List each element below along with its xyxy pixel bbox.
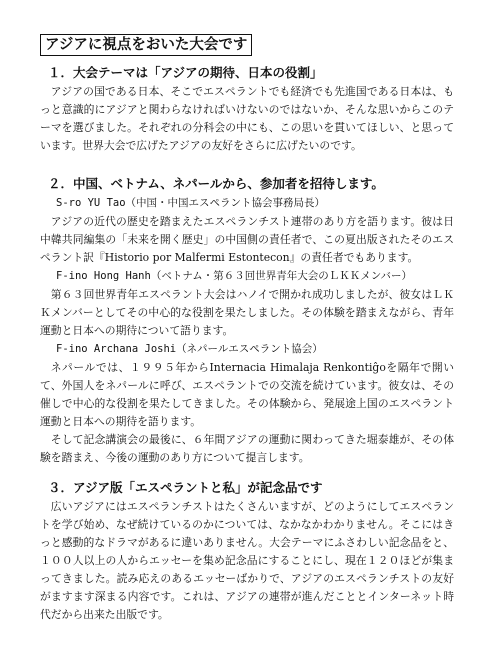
guest-description: 第６３回世界青年エスペラント大会はハノイで開かれ成功しましたが、彼女はＬＫＫメンバーとしてその中心的な役割を果たしました。その体験を踏まえながら、青年運動と日本への期待について語ります。 (40, 288, 454, 337)
guest-description: ネパールでは、１９９５年からInternacia Himalaja Renkontiĝoを隔年で開いて、外国人をネパールに呼び、エスペラントでの交流を続けています。彼女は、その催しで中心的な役割を果たしてきました。その体験から、発展途上国のエスペラント運動と日本への期待を語ります。 (40, 361, 454, 428)
section-heading: １．大会テーマは「アジアの期待、日本の役割」 (48, 65, 323, 80)
paragraph: アジアの国である日本、そこでエスペラントでも経済でも先進国である日本は、もっと意識的にアジアと関わらなければいけないのではないか、そんな思いからこのテーマを選びました。それぞれの分科会の中にも、この思いを貫いてほしい、と思っています。世界大会で広げたアジアの友好をさらに広げたいのです。 (40, 85, 454, 152)
section-theme (40, 64, 454, 155)
section-guests (40, 175, 454, 467)
guest-name: S-ro YU Tao（中国・中国エスペラント協会事務局長） (56, 197, 326, 209)
guest-description: アジアの近代の歴史を踏まえたエスペランチスト連帯のあり方を語ります。彼は日中韓共同編集の「未来を開く歴史」の中国側の責任者で、この夏出版されたそのエスペラント訳『Historio por Malfermi Estontecon』の責任者でもあります。 (40, 215, 454, 264)
section-heading: ２．中国、ベトナム、ネパールから、参加者を招待します。 (48, 176, 384, 191)
section-heading: ３．アジア版「エスペラントと私」が記念品です (48, 480, 323, 495)
page-title: アジアに視点をおいた大会です (40, 34, 252, 56)
section-souvenir (40, 479, 454, 624)
guest-name: F-ino Hong Hanh（ベトナム・第６３回世界青年大会のＬＫＫメンバー） (56, 270, 413, 282)
paragraph: 広いアジアにはエスペランチストはたくさんいますが、どのようにしてエスペラントを学び始め、なぜ続けているのかについては、なかなかわかりません。そこにはきっと感動的なドラマがあるに違いありません。大会テーマにふさわしい記念品をと、１００人以上の人からエッセーを集め記念品にすることにし、現在１２０ほどが集まってきました。読み応えのあるエッセーばかりで、アジアのエスペランチストの友好がますます深まる内容です。これは、アジアの連帯が進んだこととインターネット時代だから出来た出版です。 (40, 500, 454, 621)
paragraph: そして記念講演会の最後に、６年間アジアの運動に関わってきた堀泰雄が、その体験を踏まえ、今後の運動のあり方について提言します。 (40, 433, 454, 464)
guest-name: F-ino Archana Joshi（ネパールエスペラント協会） (56, 343, 323, 355)
